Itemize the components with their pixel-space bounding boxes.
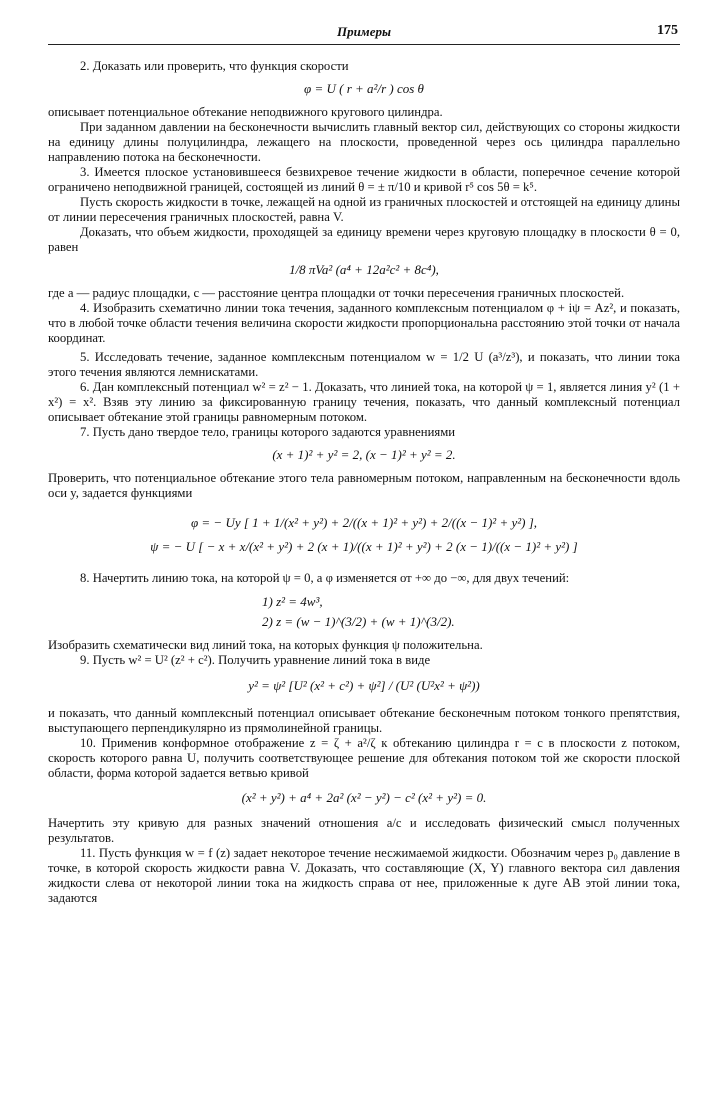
problem-10-text: 10. Применив конформное отображение z = ζ + a²/ζ к обтеканию цилиндра r = c в плоскости z потоком, скорость которого равна U, получить соответствующее решение для обтекания потоком той же скорости плоской области, форма которой задается ветвью кривой: [48, 736, 680, 780]
problem-3-text: 3. Имеется плоское установившееся безвихревое течение жидкости в области, поперечное сечение которой ограничено неподвижной границей, состоящей из линий θ = ± π/10 и кривой r⁵ cos 5θ = k⁵.: [48, 165, 680, 194]
formula-case-1: 1) z² = 4w³,: [262, 594, 323, 609]
paragraph: где a — радиус площадки, c — расстояние центра площадки от точки пересечения граничных плоскостей.: [48, 286, 625, 300]
problem-7-text: 7. Пусть дано твердое тело, границы которого задаются уравнениями: [80, 425, 456, 439]
paragraph: описывает потенциальное обтекание неподвижного кругового цилиндра.: [48, 105, 443, 119]
problem-5-text: 5. Исследовать течение, заданное комплексным потенциалом w = 1/2 U (a³/z³), и показать, что линии тока этого течения являются лемнискатами.: [48, 350, 680, 379]
paragraph: и показать, что данный комплексный потенциал описывает обтекание бесконечным потоком тонкого препятствия, выступающего перпендикулярно из прямолинейной границы.: [48, 706, 680, 735]
book-page: [48, 22, 680, 906]
page-body: [48, 59, 680, 906]
header-title: Примеры: [336, 24, 392, 39]
problem-4-text: 4. Изобразить схематично линии тока течения, заданного комплексным потенциалом φ + iψ = Az², и показать, что в любой точке области течения величина скорости жидкости пропорциональна расстоянию этой точки от начала координат.: [48, 301, 680, 345]
formula-stream-lines: y² = ψ² [U² (x² + c²) + ψ²] / (U² (U²x² + ψ²)): [248, 678, 480, 693]
problem-9-text: 9. Пусть w² = U² (z² + c²). Получить уравнение линий тока в виде: [80, 653, 431, 667]
formula-phi: φ = − Uy [ 1 + 1/(x² + y²) + 2/((x + 1)² + y²) + 2/((x − 1)² + y²) ],: [190, 515, 538, 530]
formula-flux-volume: 1/8 πVa² (a⁴ + 12a²c² + 8c⁴),: [289, 262, 439, 277]
formula-case-2: 2) z = (w − 1)^(3/2) + (w + 1)^(3/2).: [262, 614, 455, 629]
page-number: 175: [657, 23, 678, 38]
running-header: [48, 22, 680, 45]
formula-curve: (x² + y²) + a⁴ + 2a² (x² − y²) − c² (x² + y²) = 0.: [241, 790, 487, 805]
problem-8-text: 8. Начертить линию тока, на которой ψ = 0, а φ изменяется от +∞ до −∞, для двух течений:: [80, 571, 570, 585]
formula-velocity-potential: φ = U ( r + a²/r ) cos θ: [304, 81, 424, 96]
paragraph: Изобразить схематически вид линий тока, на которых функция ψ положительна.: [48, 638, 483, 652]
paragraph: Начертить эту кривую для разных значений отношения a/c и исследовать физический смысл полученных результатов.: [48, 816, 680, 845]
paragraph: При заданном давлении на бесконечности вычислить главный вектор сил, действующих со стороны жидкости на единицу длины полуцилиндра, лежащего на плоскости, проведенной через ось цилиндра параллельно направлению потока на бесконечности.: [48, 120, 680, 164]
problem-2-text: 2. Доказать или проверить, что функция скорости: [80, 59, 349, 73]
paragraph: Доказать, что объем жидкости, проходящей за единицу времени через круговую площадку в плоскости θ = 0, равен: [48, 225, 680, 254]
problem-6-text: 6. Дан комплексный потенциал w² = z² − 1. Доказать, что линией тока, на которой ψ = 1, является линия y² (1 + x²) = x². Взяв эту линию за фиксированную границу течения, показать, что данный комплексный потенциал описывает обтекание этой границы равномерным потоком.: [48, 380, 680, 424]
problem-11-text: 11. Пусть функция w = f (z) задает некоторое течение несжимаемой жидкости. Обозначим через p₀ давление в точке, в которой скорость жидкости равна V. Доказать, что составляющие (X, Y) главного вектора сил давления жидкости слева от некоторой линии тока на жидкость справа от нее, приложенные к дуге AB этой линии тока, задаются: [48, 846, 680, 905]
formula-body-boundaries: (x + 1)² + y² = 2, (x − 1)² + y² = 2.: [272, 447, 456, 462]
formula-psi: ψ = − U [ − x + x/(x² + y²) + 2 (x + 1)/((x + 1)² + y²) + 2 (x − 1)/((x − 1)² + y²) ]: [150, 539, 578, 554]
paragraph: Проверить, что потенциальное обтекание этого тела равномерным потоком, направленным на бесконечности вдоль оси y, задается функциями: [48, 471, 680, 500]
paragraph: Пусть скорость жидкости в точке, лежащей на одной из граничных плоскостей и отстоящей на единицу длины от линии пересечения граничных плоскостей, равна V.: [48, 195, 680, 224]
